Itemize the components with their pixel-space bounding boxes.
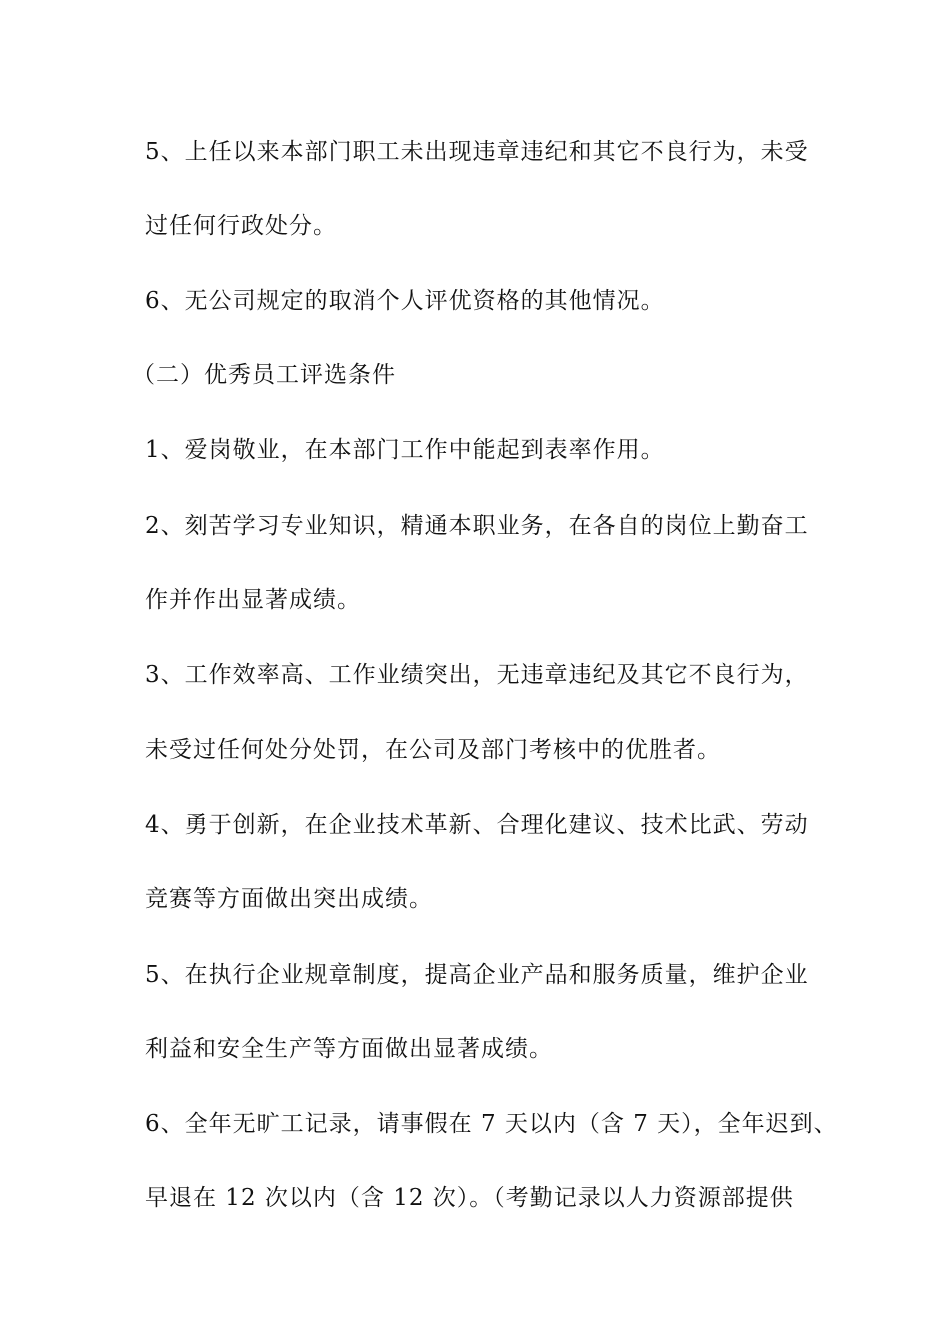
text-line: 过任何行政处分。 bbox=[145, 213, 337, 239]
text-line: 2、刻苦学习专业知识，精通本职业务，在各自的岗位上勤奋工 bbox=[145, 513, 809, 539]
text-line: 5、在执行企业规章制度，提高企业产品和服务质量，维护企业 bbox=[145, 962, 809, 988]
text-line: 未受过任何处分处罚，在公司及部门考核中的优胜者。 bbox=[145, 737, 721, 763]
text-line: 作并作出显著成绩。 bbox=[145, 587, 361, 613]
text-line: 4、勇于创新，在企业技术革新、合理化建议、技术比武、劳动 bbox=[145, 812, 809, 838]
text-line: 1、爱岗敬业，在本部门工作中能起到表率作用。 bbox=[145, 437, 665, 463]
text-line: 利益和安全生产等方面做出显著成绩。 bbox=[145, 1036, 553, 1062]
text-line: 6、无公司规定的取消个人评优资格的其他情况。 bbox=[145, 288, 665, 314]
section-heading: （二）优秀员工评选条件 bbox=[132, 362, 396, 388]
text-line: 竞赛等方面做出突出成绩。 bbox=[145, 886, 433, 912]
text-line: 5、上任以来本部门职工未出现违章违纪和其它不良行为，未受 bbox=[145, 139, 809, 165]
text-line: 早退在 12 次以内（含 12 次）。（考勤记录以人力资源部提供 bbox=[145, 1185, 794, 1211]
text-line: 6、全年无旷工记录，请事假在 7 天以内（含 7 天），全年迟到、 bbox=[145, 1111, 838, 1137]
text-line: 3、工作效率高、工作业绩突出，无违章违纪及其它不良行为， bbox=[145, 662, 809, 688]
